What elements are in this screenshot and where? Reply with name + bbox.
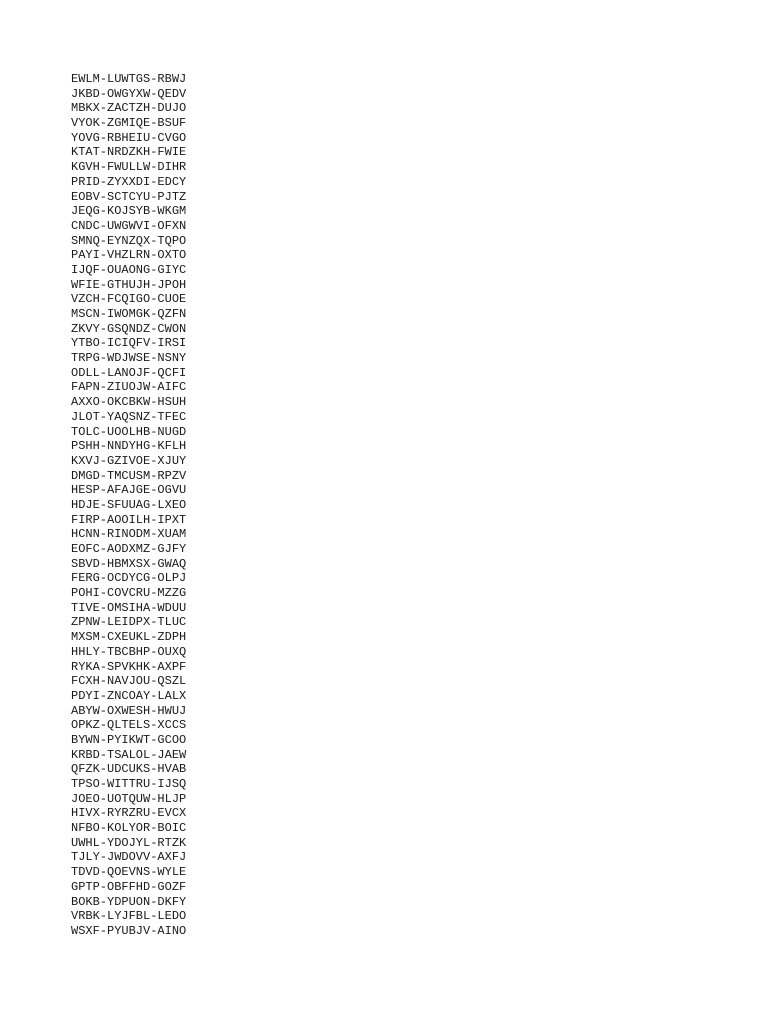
code-line: ABYW-OXWESH-HWUJ: [71, 703, 187, 718]
code-line: MBKX-ZACTZH-DUJO: [71, 101, 187, 116]
code-line: HIVX-RYRZRU-EVCX: [71, 806, 187, 821]
code-line: HCNN-RINODM-XUAM: [71, 527, 187, 542]
code-line: ZKVY-GSQNDZ-CWON: [71, 321, 187, 336]
code-line: TDVD-QOEVNS-WYLE: [71, 865, 187, 880]
code-line: MSCN-IWOMGK-QZFN: [71, 307, 187, 321]
code-line: TOLC-UOOLHB-NUGD: [71, 424, 187, 439]
code-line: WFIE-GTHUJH-JPOH: [71, 277, 187, 292]
code-line: JEQG-KOJSYB-WKGM: [71, 204, 187, 219]
code-line: YOVG-RBHEIU-CVGO: [71, 130, 187, 145]
code-line: KRBD-TSALOL-JAEW: [71, 747, 187, 762]
code-line: JKBD-OWGYXW-QEDV: [71, 86, 187, 101]
code-line: ZPNW-LEIDPX-TLUC: [71, 615, 187, 630]
code-line: PDYI-ZNCOAY-LALX: [71, 688, 187, 703]
code-line: FAPN-ZIUOJW-AIFC: [71, 380, 187, 395]
code-line: TRPG-WDJWSE-NSNY: [71, 351, 187, 366]
code-line: FCXH-NAVJOU-QSZL: [71, 674, 187, 689]
code-line: FERG-OCDYCG-OLPJ: [71, 571, 187, 586]
code-line: TIVE-OMSIHA-WDUU: [71, 600, 187, 615]
code-line: HESP-AFAJGE-OGVU: [71, 483, 187, 498]
code-line: RYKA-SPVKHK-AXPF: [71, 659, 187, 674]
code-line: YTBO-ICIQFV-IRSI: [71, 336, 187, 351]
code-line: PAYI-VHZLRN-OXTO: [71, 248, 187, 263]
code-line: PRID-ZYXXDI-EDCY: [71, 174, 187, 189]
code-line: KGVH-FWULLW-DIHR: [71, 160, 187, 175]
code-line: JOEO-UOTQUW-HLJP: [71, 791, 187, 806]
code-line: POHI-COVCRU-MZZG: [71, 586, 187, 601]
code-line: PSHH-NNDYHG-KFLH: [71, 439, 187, 454]
code-line: FIRP-AOOILH-IPXT: [71, 512, 187, 527]
code-line: BYWN-PYIKWT-GCOO: [71, 732, 187, 747]
code-line: VYOK-ZGMIQE-BSUF: [71, 116, 187, 131]
code-line: KXVJ-GZIVOE-XJUY: [71, 453, 187, 468]
code-line: MXSM-CXEUKL-ZDPH: [71, 630, 187, 645]
code-line: AXXO-OKCBKW-HSUH: [71, 395, 187, 410]
code-line: HHLY-TBCBHP-OUXQ: [71, 644, 187, 659]
code-line: VZCH-FCQIGO-CUOE: [71, 292, 187, 307]
code-line: VRBK-LYJFBL-LEDO: [71, 909, 187, 924]
code-line: UWHL-YDOJYL-RTZK: [71, 835, 187, 850]
code-line: CNDC-UWGWVI-OFXN: [71, 218, 187, 233]
code-line: EOBV-SCTCYU-PJTZ: [71, 189, 187, 204]
code-line: TPSO-WITTRU-IJSQ: [71, 777, 187, 791]
code-line: NFBO-KOLYOR-BOIC: [71, 821, 187, 836]
code-line: ODLL-LANOJF-QCFI: [71, 365, 187, 380]
code-line: SMNQ-EYNZQX-TQPO: [71, 233, 187, 248]
code-line: BOKB-YDPUON-DKFY: [71, 894, 187, 909]
code-line: SBVD-HBMXSX-GWAQ: [71, 556, 187, 571]
code-line: OPKZ-QLTELS-XCCS: [71, 718, 187, 733]
code-line: KTAT-NRDZKH-FWIE: [71, 145, 187, 160]
code-line: DMGD-TMCUSM-RPZV: [71, 468, 187, 483]
code-line: GPTP-OBFFHD-GOZF: [71, 879, 187, 894]
code-line: EWLM-LUWTGS-RBWJ: [71, 72, 187, 86]
code-line: QFZK-UDCUKS-HVAB: [71, 762, 187, 777]
code-list: [71, 72, 186, 939]
code-line: WSXF-PYUBJV-AINO: [71, 923, 187, 938]
code-line: TJLY-JWDOVV-AXFJ: [71, 850, 187, 865]
code-line: JLOT-YAQSNZ-TFEC: [71, 409, 187, 424]
code-line: HDJE-SFUUAG-LXEO: [71, 497, 187, 512]
code-line: IJQF-OUAONG-GIYC: [71, 262, 187, 277]
code-line: EOFC-AODXMZ-GJFY: [71, 542, 187, 556]
